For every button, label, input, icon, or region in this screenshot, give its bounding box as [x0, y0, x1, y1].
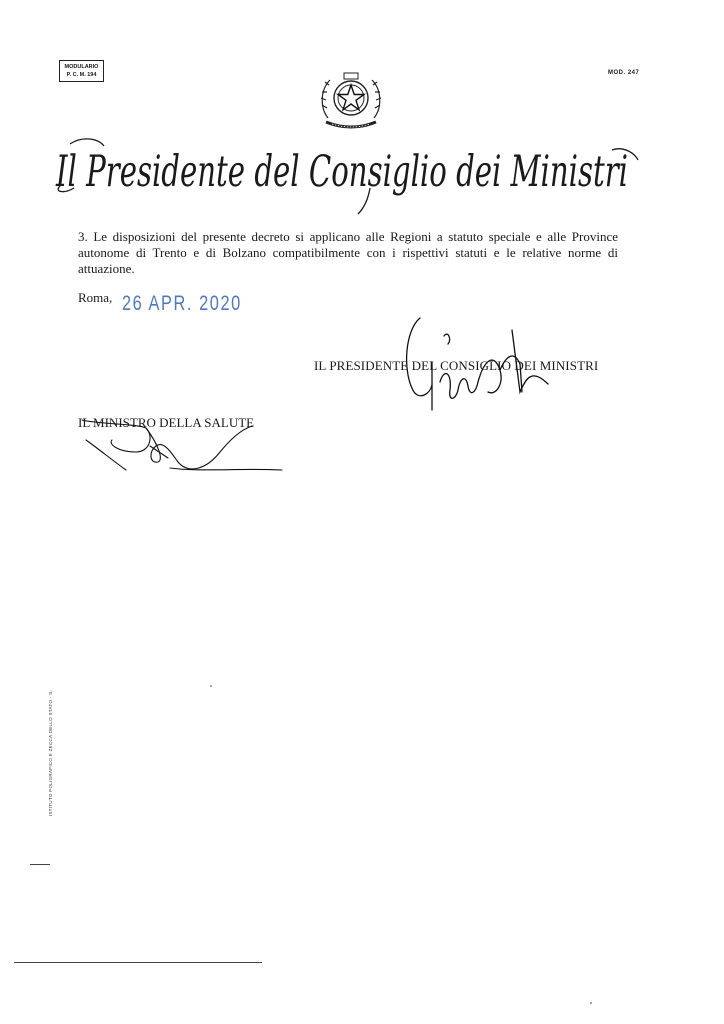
- modulario-label: MODULARIO: [64, 64, 99, 70]
- minister-title: IL MINISTRO DELLA SALUTE: [78, 415, 255, 430]
- modulario-box: [59, 60, 104, 82]
- svg-text:Il Presidente del Consiglio de: Il Presidente del Consiglio dei Ministri: [55, 147, 629, 197]
- italian-republic-emblem-icon: [318, 68, 384, 136]
- modulario-code: P. C. M. 194: [66, 72, 97, 78]
- form-code: MOD. 247: [608, 70, 640, 76]
- scan-speck: [590, 1002, 592, 1004]
- date-stamp: 26 APR. 2020: [122, 292, 242, 315]
- decree-paragraph: 3. Le disposizioni del presente decreto si applicano alle Regioni a statuto speciale e alle Province autonome di Trento e di Bolzano compatibilmente con i rispettivi statuti e le relative norme di attuazione.: [78, 229, 618, 276]
- page-title: [52, 128, 642, 218]
- divider: [30, 864, 50, 865]
- president-title: IL PRESIDENTE DEL CONSIGLIO DEI MINISTRI: [314, 358, 599, 373]
- printer-imprint: ISTITUTO POLIGRAFICO E ZECCA DELLO STATO - S.: [48, 690, 53, 817]
- place-label: Roma,: [78, 290, 113, 305]
- scan-speck: [210, 685, 212, 687]
- divider: [14, 962, 262, 963]
